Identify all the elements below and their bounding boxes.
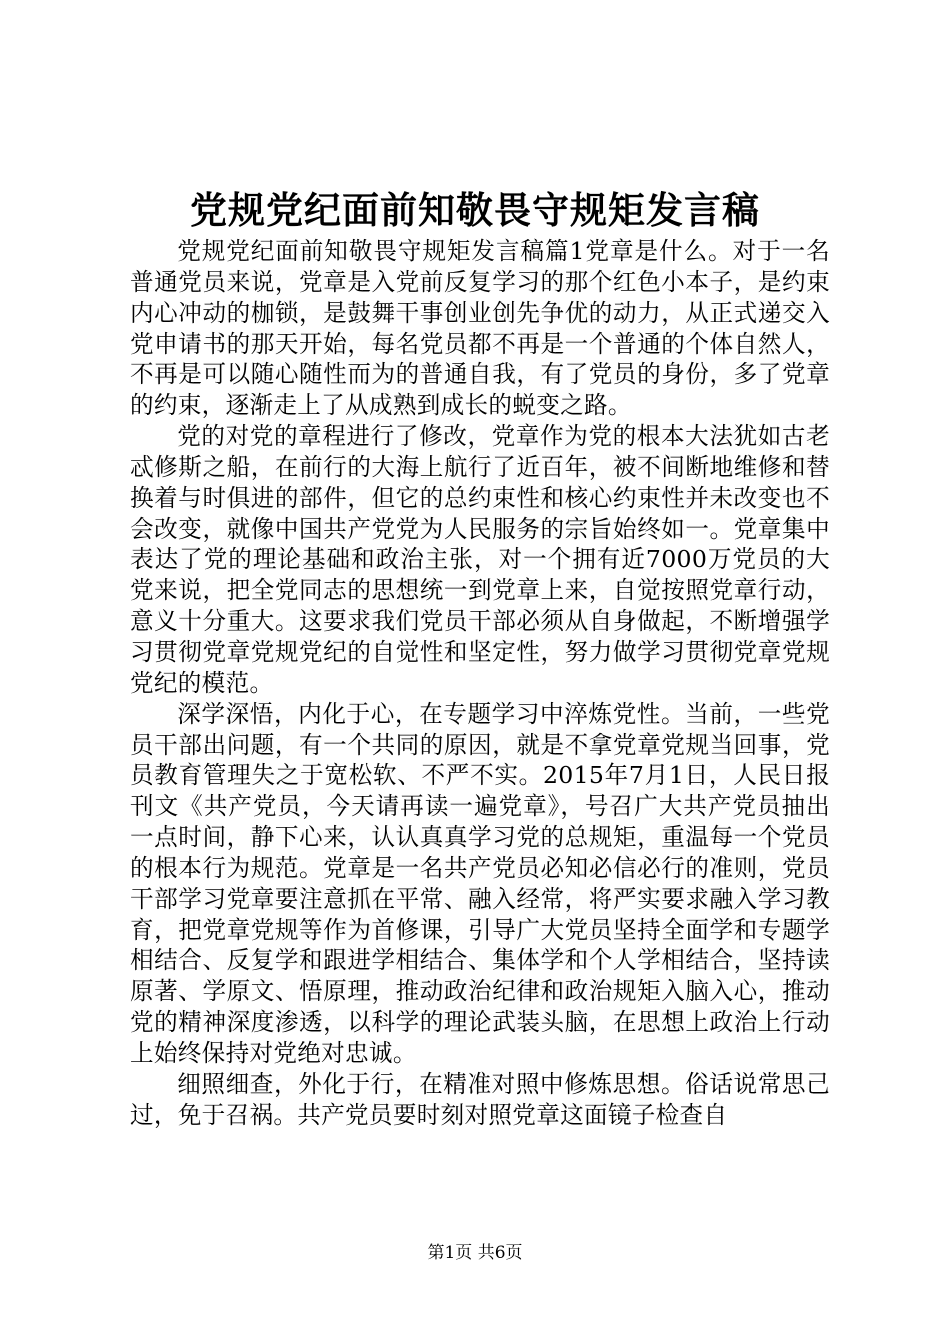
paragraph-4: 细照细查，外化于行，在精准对照中修炼思想。俗话说常思己过，免于召祸。共产党员要时刻对照党章这面镜子检查自 xyxy=(130,1069,830,1129)
document-body xyxy=(130,236,830,1130)
document-title: 党规党纪面前知敬畏守规矩发言稿 xyxy=(190,189,760,232)
paragraph-3: 深学深悟，内化于心，在专题学习中淬炼党性。当前，一些党员干部出问题，有一个共同的原因，就是不拿党章党规当回事，党员教育管理失之于宽松软、不严不实。2015年7月1日，人民日报刊文《共产党员，今天请再读一遍党章》，号召广大共产党员抽出一点时间，静下心来，认认真真学习党的总规矩，重温每一个党员的根本行为规范。党章是一名共产党员必知必信必行的准则，党员干部学习党章要注意抓在平常、融入经常，将严实要求融入学习教育，把党章党规等作为首修课，引导广大党员坚持全面学和专题学相结合、反复学和跟进学相结合、集体学和个人学相结合，坚持读原著、学原文、悟原理，推动政治纪律和政治规矩入脑入心，推动党的精神深度渗透，以科学的理论武装头脑，在思想上政治上行动上始终保持对党绝对忠诚。 xyxy=(130,699,830,1067)
paragraph-2: 党的对党的章程进行了修改，党章作为党的根本大法犹如古老忒修斯之船，在前行的大海上航行了近百年，被不间断地维修和替换着与时俱进的部件，但它的总约束性和核心约束性并未改变也不会改变，就像中国共产党党为人民服务的宗旨始终如一。党章集中表达了党的理论基础和政治主张，对一个拥有近7000万党员的大党来说，把全党同志的思想统一到党章上来，自觉按照党章行动，意义十分重大。这要求我们党员干部必须从自身做起，不断增强学习贯彻党章党规党纪的自觉性和坚定性，努力做学习贯彻党章党规党纪的模范。 xyxy=(130,422,830,697)
page-footer: 第1页 共6页 xyxy=(427,1243,523,1263)
paragraph-1: 党规党纪面前知敬畏守规矩发言稿篇1党章是什么。对于一名普通党员来说，党章是入党前反复学习的那个红色小本子，是约束内心冲动的枷锁，是鼓舞干事创业创先争优的动力，从正式递交入党申请书的那天开始，每名党员都不再是一个普通的个体自然人，不再是可以随心随性而为的普通自我，有了党员的身份，多了党章的约束，逐渐走上了从成熟到成长的蜕变之路。 xyxy=(130,237,830,420)
